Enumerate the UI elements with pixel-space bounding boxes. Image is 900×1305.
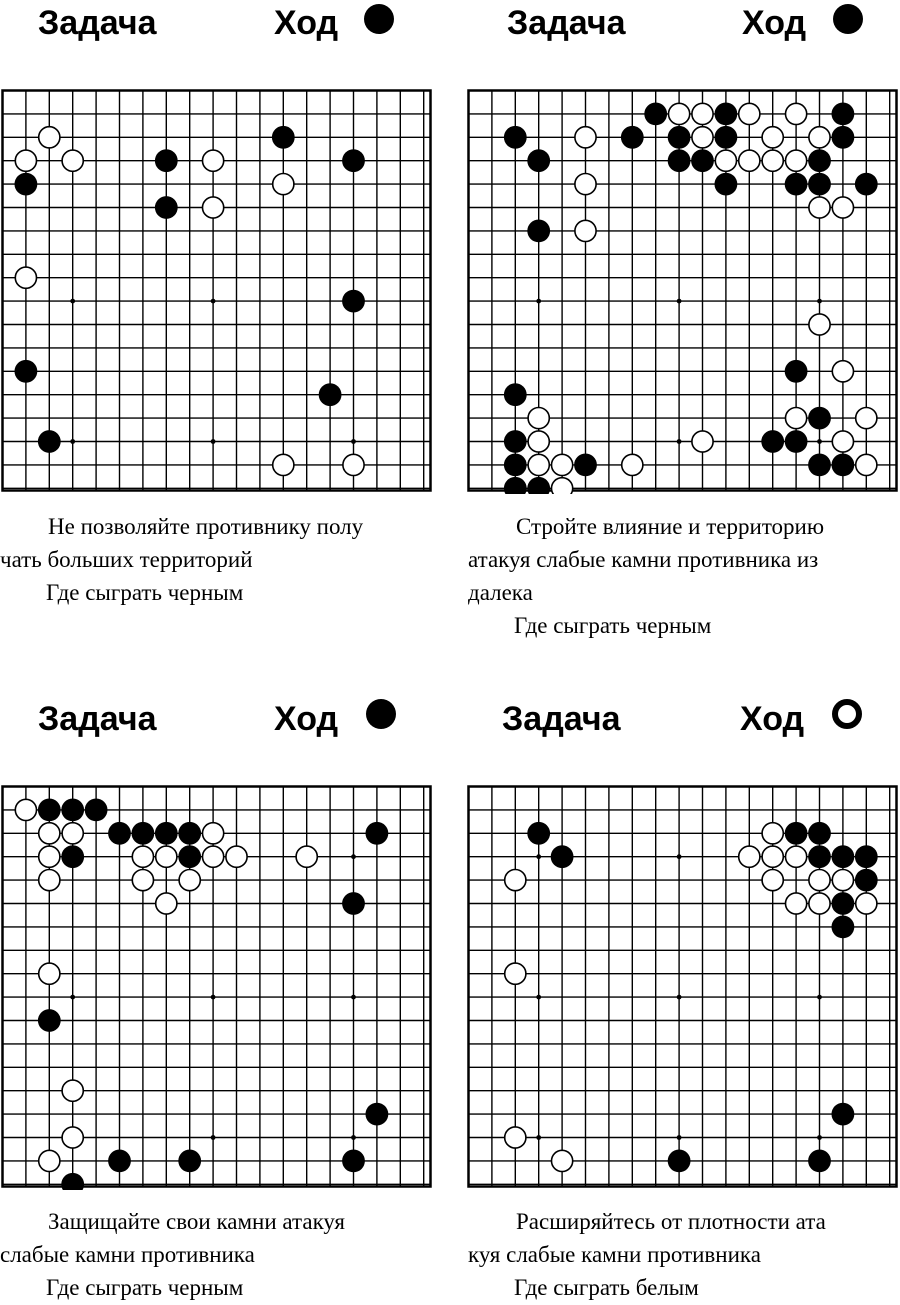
star-point (536, 854, 541, 859)
black-stone (855, 869, 878, 892)
caption-line: чать больших территорий (0, 547, 253, 572)
star-point (817, 1135, 822, 1140)
caption-line: Где сыграть белым (514, 1275, 699, 1300)
caption-line: Где сыграть черным (46, 1275, 244, 1300)
white-stone (505, 870, 526, 891)
white-stone (505, 1127, 526, 1148)
problem-title: Задача (38, 4, 157, 42)
caption-line: Стройте влияние и территорию (516, 514, 825, 539)
turn-stone-icon (832, 699, 862, 729)
caption-line: слабые камни противника (0, 1242, 255, 1267)
white-stone (505, 963, 526, 984)
move-label: Ход (274, 700, 339, 738)
move-label: Ход (274, 4, 339, 42)
black-stone (832, 845, 855, 868)
caption-line: Защищайте свои камни атакуя (48, 1209, 345, 1234)
go-board (466, 784, 900, 1190)
caption-line: Где сыграть черным (46, 580, 244, 605)
star-point (677, 995, 682, 1000)
white-stone (762, 846, 783, 867)
black-stone (832, 1103, 855, 1126)
star-point (817, 995, 822, 1000)
white-stone (762, 870, 783, 891)
black-stone (808, 845, 831, 868)
white-stone (809, 893, 830, 914)
board-frame (469, 787, 897, 1187)
white-stone (786, 893, 807, 914)
problem-title: Задача (38, 700, 157, 738)
black-stone (832, 892, 855, 915)
caption-line: далека (468, 580, 533, 605)
star-point (536, 995, 541, 1000)
caption-line: атакуя слабые камни противника из (468, 547, 819, 572)
black-stone (551, 845, 574, 868)
white-stone (762, 823, 783, 844)
move-label: Ход (740, 700, 805, 738)
star-point (677, 854, 682, 859)
black-stone (785, 822, 808, 845)
black-stone (808, 1150, 831, 1173)
white-stone (832, 870, 853, 891)
caption-line: Расширяйтесь от плотности ата (516, 1209, 826, 1234)
problem-title: Задача (502, 700, 621, 738)
white-stone (809, 870, 830, 891)
move-label: Ход (742, 4, 807, 42)
black-stone (527, 822, 550, 845)
white-stone (552, 1150, 573, 1171)
white-stone (739, 846, 760, 867)
problem-title: Задача (507, 4, 626, 42)
black-stone (668, 1150, 691, 1173)
black-stone (855, 845, 878, 868)
problem-caption (468, 1205, 900, 1304)
star-point (536, 1135, 541, 1140)
white-stone (786, 846, 807, 867)
white-stone (856, 893, 877, 914)
black-stone (832, 916, 855, 939)
star-point (677, 1135, 682, 1140)
caption-line: Не позволяйте противнику полу (48, 514, 364, 539)
black-stone (808, 822, 831, 845)
caption-line: куя слабые камни противника (468, 1242, 761, 1267)
caption-line: Где сыграть черным (514, 613, 712, 638)
